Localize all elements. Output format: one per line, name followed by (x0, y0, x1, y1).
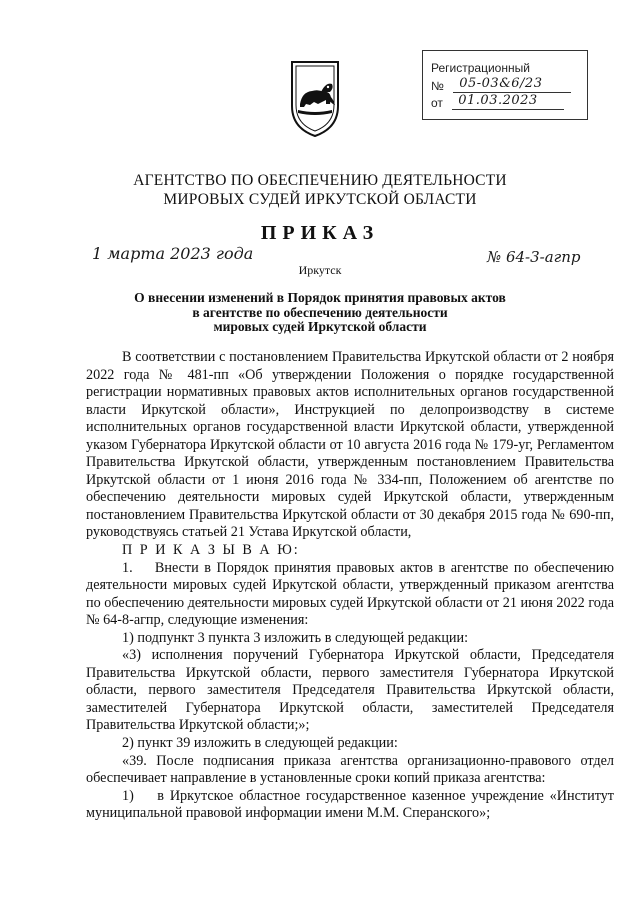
handwritten-date: 1 марта 2023 года (92, 244, 254, 263)
stamp-number-value: 05-03&6/23 (459, 76, 543, 91)
coat-of-arms-icon (288, 58, 342, 138)
title-line2: в агентстве по обеспечению деятельности (192, 304, 448, 320)
stamp-date-row (431, 93, 564, 110)
stamp-date-label: от (431, 96, 443, 110)
agency-name-line1: АГЕНТСТВО ПО ОБЕСПЕЧЕНИЮ ДЕЯТЕЛЬНОСТИ (133, 172, 507, 189)
stamp-date-value: 01.03.2023 (458, 93, 538, 108)
title-line1: О внесении изменений в Порядок принятия правовых актов (134, 290, 506, 305)
registration-stamp (422, 50, 588, 120)
stamp-number-row (431, 76, 571, 93)
document-body (86, 349, 618, 823)
agency-name-line2: МИРОВЫХ СУДЕЙ ИРКУТСКОЙ ОБЛАСТИ (163, 191, 477, 208)
paragraph-subitem-2-text: «39. После подписания приказа агентства организационно-правового отдел обеспечивает направление в установленные сроки копий приказа агентства: (86, 752, 614, 787)
paragraph-subitem-1: 1) подпункт 3 пункта 3 изложить в следующей редакции: (122, 629, 469, 646)
stamp-number-label: № (431, 79, 444, 93)
city: Иркутск (298, 263, 342, 277)
document-title (0, 291, 640, 335)
paragraph-preamble: В соответствии с постановлением Правительства Иркутской области от 2 ноября 2022 года № 481-пп «Об утверждении Положения о порядке государственной регистрации нормативных правовых актов исполнительных органов государственной власти Иркутской области», Инструкцией по делопроизводству в системе исполнительных органов государственной власти Иркутской области, утвержденной указом Губернатора Иркутской области от 10 августа 2016 года № 179-уг, Регламентом Правительства Иркутской области, утвержденным постановлением Правительства Иркутской области от 1 июня 2016 года № 334-пп, Положением об агентстве по обеспечению деятельности мировых судей Иркутской области, утвержденным постановлением Правительства Иркутской области от 30 декабря 2015 года № 690-пп, руководствуясь статьей 21 Устава Иркутской области, (86, 349, 614, 541)
title-line3: мировых судей Иркутской области (213, 319, 427, 334)
handwritten-number: № 64-3-агпр (487, 248, 581, 266)
stamp-label: Регистрационный (431, 61, 530, 75)
paragraph-subitem-2: 2) пункт 39 изложить в следующей редакции: (122, 735, 398, 752)
document-type: ПРИКАЗ (260, 222, 380, 244)
paragraph-item-1: 1. Внести в Порядок принятия правовых актов в агентстве по обеспечению деятельности мировых судей Иркутской области, утвержденный приказом агентства по обеспечению деятельности мировых судей Иркутской области от 21 июня 2022 года № 64-8-агпр, следующие изменения: (86, 559, 618, 629)
paragraph-list-item-1: 1) в Иркутское областное государственное казенное учреждение «Институт муниципальной правовой информации имени М.М. Сперанского»; (86, 787, 618, 822)
order-word: П Р И К А З Ы В А Ю: (122, 542, 300, 559)
paragraph-subitem-1-text: «3) исполнения поручений Губернатора Иркутской области, Председателя Правительства Иркутской области, первого заместителя Губернатора Иркутской области, первого заместителя Председателя Правительства Иркутской области, заместителей Губернатора Иркутской области, заместителей Председателя Правительства Иркутской области;»; (86, 647, 614, 734)
